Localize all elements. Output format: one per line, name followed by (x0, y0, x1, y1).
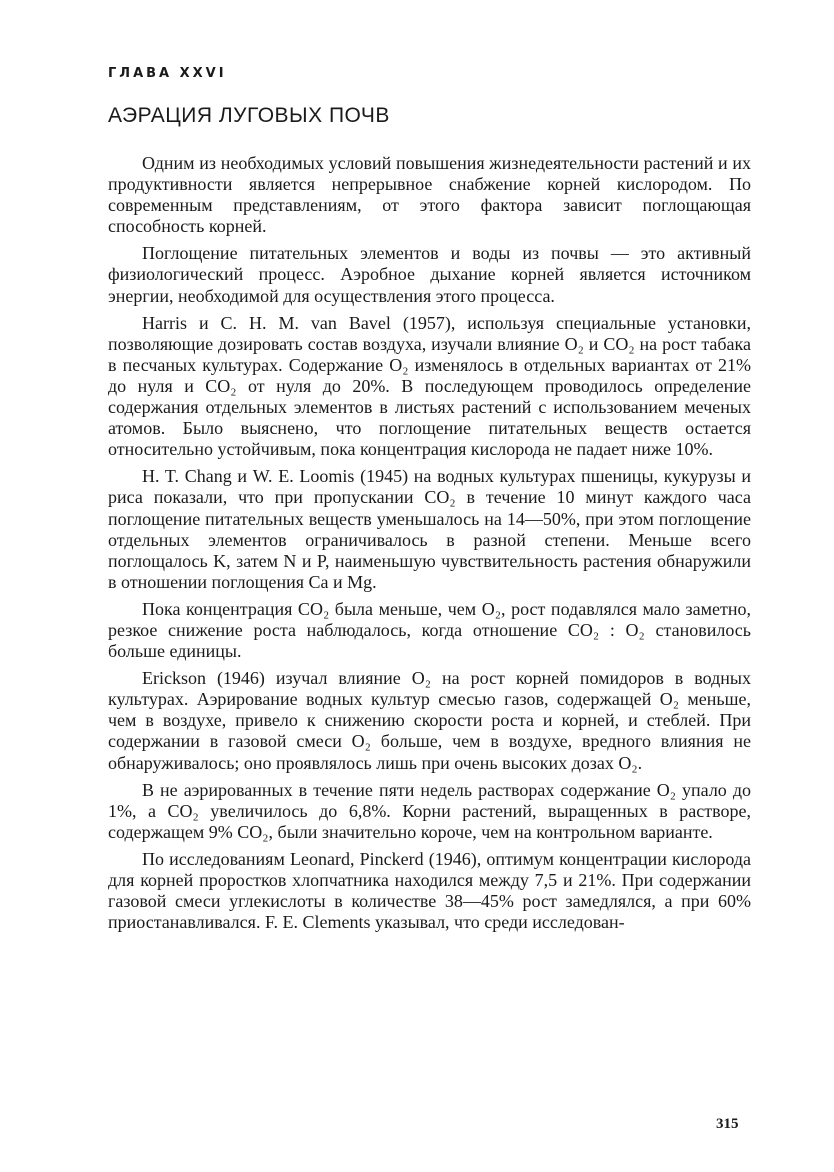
chapter-label: ГЛАВА XXVI (108, 66, 227, 81)
paragraph: Одним из необходимых условий повышения жизнедеятельности растений и их продуктивности является непрерывное снабжение корней кислородом. По современным представлениям, от этого фактора зависит поглощающая способность корней. (108, 153, 751, 237)
page-title: АЭРАЦИЯ ЛУГОВЫХ ПОЧВ (108, 104, 390, 127)
paragraph: H. T. Chang и W. E. Loomis (1945) на водных культурах пшеницы, кукурузы и риса показали, что при пропускании CO₂ в течение 10 минут каждого часа поглощение питательных веществ уменьшалось на 14—50%, при этом поглощение отдельных элементов ограничивалось в разной степени. Меньше всего поглощалось K, затем N и P, наименьшую чувствительность растения обнаружили в отношении поглощения Ca и Mg. (108, 466, 751, 592)
paragraph: Поглощение питательных элементов и воды из почвы — это активный физиологический процесс. Аэробное дыхание корней является источником энергии, необходимой для осуществления этого процесса. (108, 243, 751, 306)
page-number: 315 (716, 1116, 739, 1132)
paragraph: Пока концентрация CO₂ была меньше, чем O₂, рост подавлялся мало заметно, резкое снижение роста наблюдалось, когда отношение CO₂ : O₂ становилось больше единицы. (108, 598, 751, 662)
paragraph: По исследованиям Leonard, Pinckerd (1946), оптимум концентрации кислорода для корней проростков хлопчатника находился между 7,5 и 21%. При содержании газовой смеси углекислоты в количестве 38—45% рост замедлялся, а при 60% приостанавливался. F. E. Clements указывал, что среди исследован- (108, 848, 751, 933)
paragraph: Erickson (1946) изучал влияние O₂ на рост корней помидоров в водных культурах. Аэрирование водных культур смесью газов, содержащей O₂ меньше, чем в воздухе, привело к снижению скорости роста и корней, и стеблей. При содержании в газовой смеси O₂ больше, чем в воздухе, вредного влияния не обнаруживалось; оно проявлялось лишь при очень высоких дозах O₂. (108, 668, 751, 773)
paragraph: Harris и C. H. M. van Bavel (1957), используя специальные установки, позволяющие дозировать состав воздуха, изучали влияние O₂ и CO₂ на рост табака в песчаных культурах. Содержание O₂ изменялось в отдельных вариантах от 21% до нуля и CO₂ от нуля до 20%. В последующем проводилось определение содержания отдельных элементов в листьях растений с использованием меченых атомов. Было выяснено, что поглощение питательных веществ остается относительно устойчивым, пока концентрация кислорода не падает ниже 10%. (108, 312, 751, 460)
paragraph: В не аэрированных в течение пяти недель растворах содержание O₂ упало до 1%, а CO₂ увеличилось до 6,8%. Корни растений, выращенных в растворе, содержащем 9% CO₂, были значительно короче, чем на контрольном варианте. (108, 779, 751, 842)
body-text (108, 153, 751, 939)
